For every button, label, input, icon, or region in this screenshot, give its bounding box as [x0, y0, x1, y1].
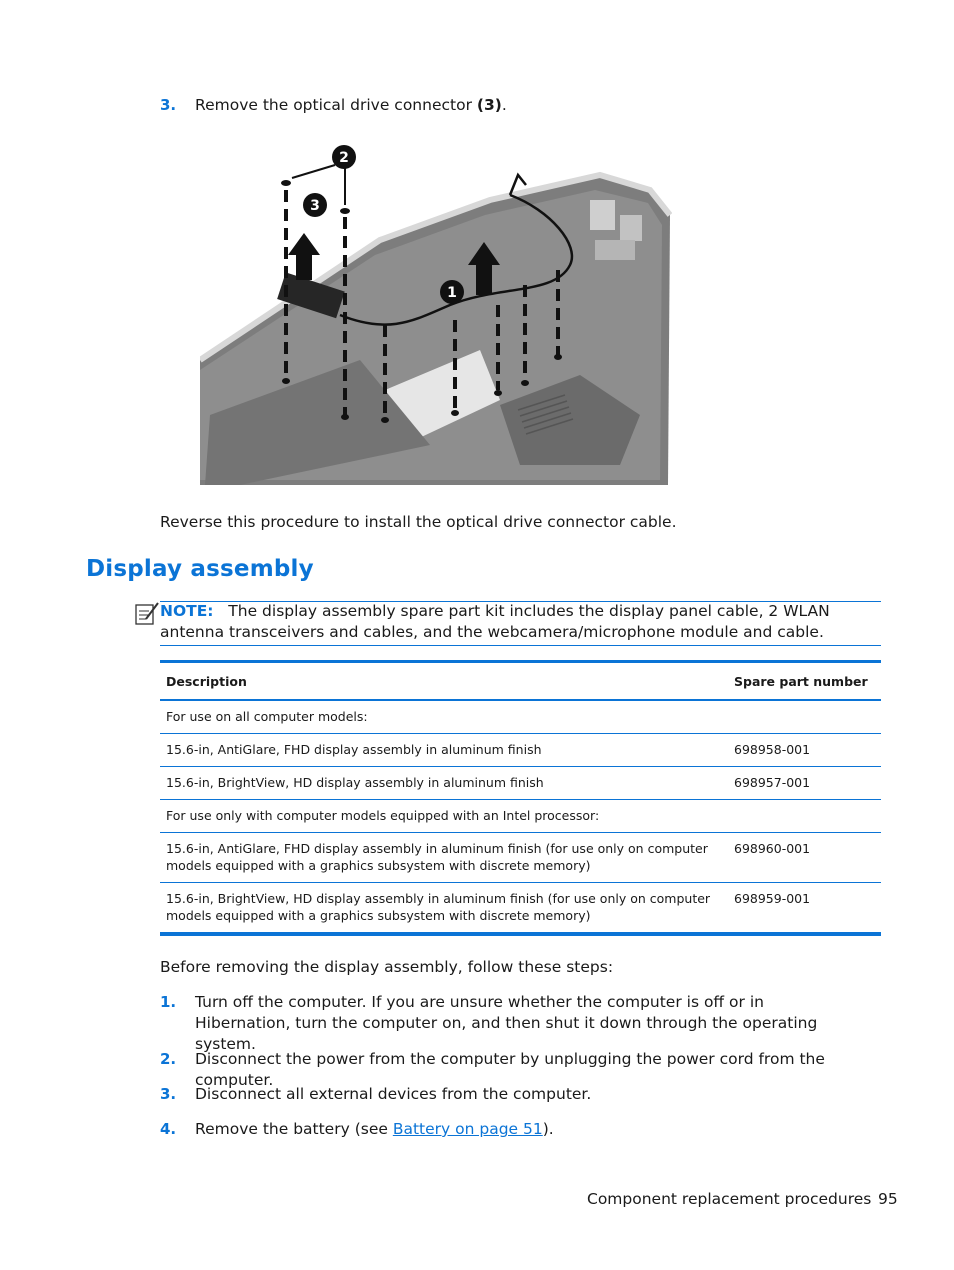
laptop-base-illustration: [200, 145, 672, 493]
footer-section-title: Component replacement procedures: [587, 1190, 872, 1208]
battery-link[interactable]: Battery on page 51: [392, 1120, 543, 1138]
step-text: Disconnect all external devices from the computer.: [195, 1085, 592, 1103]
table-row: 15.6-in, AntiGlare, FHD display assembly in aluminum finish (for use only on computer models equipped with a graphics subsystem with discrete memory) 698960-001: [160, 833, 881, 883]
steps-intro: Before removing the display assembly, follow these steps:: [160, 958, 614, 976]
step-text: Turn off the computer. If you are unsure whether the computer is off or in Hibernation, turn the computer on, and then shut it down through the operating system.: [195, 993, 818, 1053]
step-number: 3.: [160, 96, 177, 114]
table-header-row: [160, 662, 881, 701]
reverse-procedure-text: Reverse this procedure to install the optical drive connector cable.: [160, 513, 677, 531]
callout-2-label: 2: [339, 150, 349, 166]
page-number: 95: [878, 1190, 898, 1208]
step-text: Disconnect the power from the computer by unplugging the power cord from the computer.: [195, 1050, 825, 1089]
table-row: 15.6-in, AntiGlare, FHD display assembly in aluminum finish 698958-001: [160, 734, 881, 767]
optical-drive-figure: [200, 145, 672, 493]
step-number: 2.: [160, 1050, 177, 1068]
table-row: For use on all computer models:: [160, 700, 881, 734]
section-heading: Display assembly: [86, 556, 314, 582]
table-row: For use only with computer models equipped with an Intel processor:: [160, 800, 881, 833]
header-description: Description: [166, 674, 247, 689]
step-number: 4.: [160, 1120, 177, 1138]
table-row: 15.6-in, BrightView, HD display assembly in aluminum finish (for use only on computer models equipped with a graphics subsystem with discrete memory) 698959-001: [160, 883, 881, 935]
callout-1-label: 1: [447, 285, 457, 301]
spare-parts-table: [160, 660, 881, 936]
table-row: 15.6-in, BrightView, HD display assembly in aluminum finish 698957-001: [160, 767, 881, 800]
step-text: Remove the optical drive connector (3).: [195, 96, 507, 114]
note-text: NOTE: The display assembly spare part kit includes the display panel cable, 2 WLAN antenna transceivers and cables, and the webcamera/microphone module and cable.: [160, 602, 830, 641]
step-number: 3.: [160, 1085, 177, 1103]
step-number: 1.: [160, 993, 177, 1011]
step-text: Remove the battery (see Battery on page 51).: [195, 1120, 554, 1138]
callout-3-label: 3: [310, 198, 320, 214]
note-icon: [134, 601, 160, 631]
header-spare-part-number: Spare part number: [734, 674, 868, 689]
